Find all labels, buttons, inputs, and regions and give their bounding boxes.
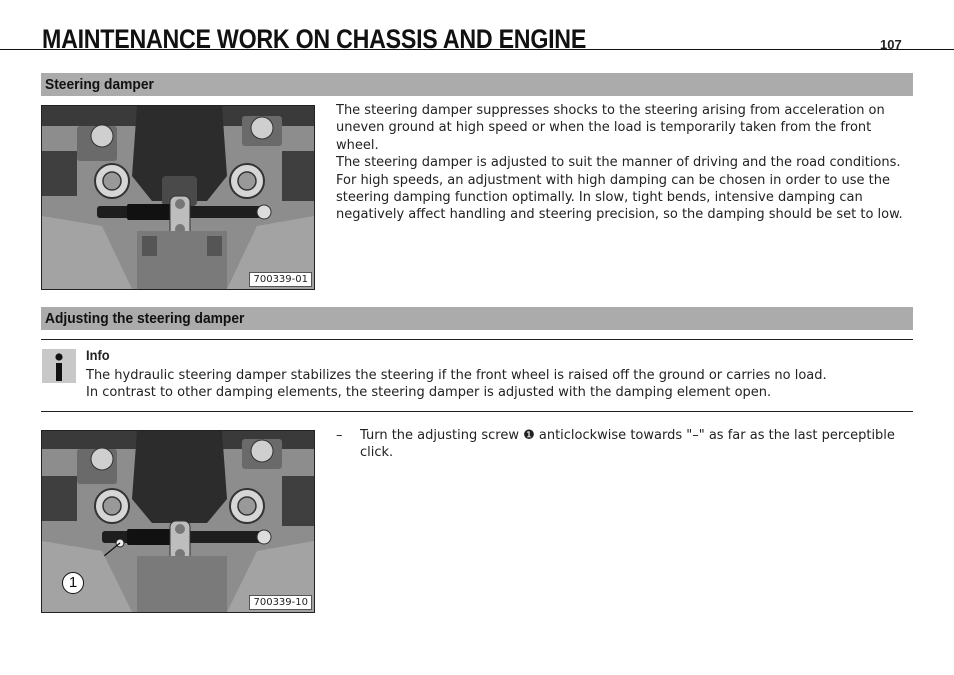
info-line: The hydraulic steering damper stabilizes the steering if the front wheel is raised off the ground or carries no load. xyxy=(86,368,827,383)
callout-number: 1 xyxy=(62,572,84,594)
info-bottom-rule xyxy=(41,411,913,412)
section-heading-text: Adjusting the steering damper xyxy=(45,310,245,327)
paragraph: The steering damper is adjusted to suit the manner of driving and the road conditions. For high speeds, an adjustment with high damping can be chosen in order to use the steering damping function optimally. In slow, tight bends, intensive damping can negatively affect handling and steering precision, so the damping should be set to low. xyxy=(336,155,903,223)
info-label: Info xyxy=(86,347,110,363)
steering-damper-description xyxy=(336,102,914,224)
step-dash: – xyxy=(336,428,343,443)
step-text: Turn the adjusting screw xyxy=(360,428,524,443)
info-icon xyxy=(42,349,76,383)
title-rule xyxy=(0,49,954,50)
step-text: anticlockwise towards "–" as far as the last perceptible click. xyxy=(360,428,895,461)
step-instruction xyxy=(360,427,900,462)
motorcycle-cockpit-illustration xyxy=(42,106,314,289)
section-heading-adjusting xyxy=(41,307,913,330)
image-id-label: 700339-01 xyxy=(249,272,312,287)
info-text xyxy=(86,367,912,402)
adjusting-screw-marker: ❶ xyxy=(523,428,535,443)
page-title: MAINTENANCE WORK ON CHASSIS AND ENGINE xyxy=(42,24,587,54)
section-heading-text: Steering damper xyxy=(45,76,154,93)
info-line: In contrast to other damping elements, the steering damper is adjusted with the damping element open. xyxy=(86,385,772,401)
info-top-rule xyxy=(41,339,913,340)
paragraph: The steering damper suppresses shocks to the steering arising from acceleration on uneven ground at high speed or when the load is temporarily taken from the front wheel. xyxy=(336,103,885,153)
page-number: 107 xyxy=(880,37,902,52)
image-id-label: 700339-10 xyxy=(249,595,312,610)
steering-damper-photo xyxy=(41,105,315,290)
section-heading-steering-damper xyxy=(41,73,913,96)
